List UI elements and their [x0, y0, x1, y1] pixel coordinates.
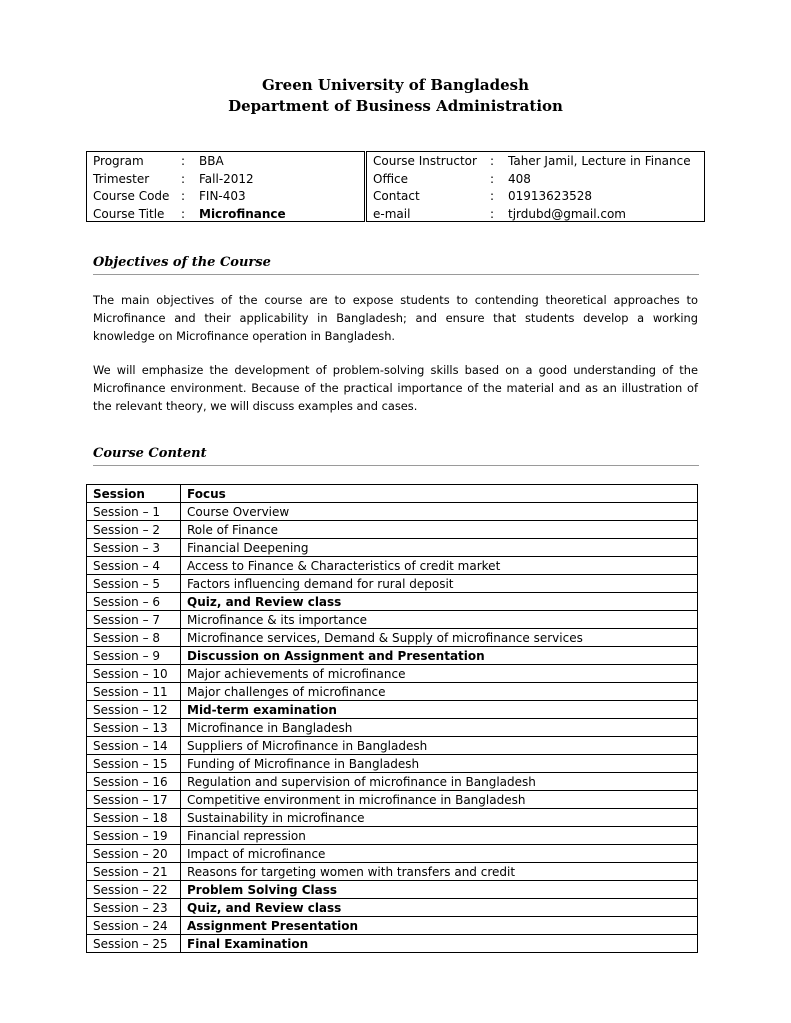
session-cell: Session – 8 — [87, 629, 181, 647]
table-row — [87, 683, 698, 701]
session-column-header: Session — [87, 485, 181, 503]
focus-cell: Role of Finance — [181, 521, 698, 539]
table-row — [87, 539, 698, 557]
instructor-label: Course Instructor — [373, 154, 477, 168]
focus-cell: Assignment Presentation — [181, 917, 698, 935]
session-cell: Session – 3 — [87, 539, 181, 557]
instructor-value: Taher Jamil, Lecture in Finance — [508, 154, 691, 168]
instructor-row: Course Instructor : Taher Jamil, Lecture in Finance — [373, 153, 698, 171]
contact-value: 01913623528 — [508, 189, 592, 203]
table-row — [87, 647, 698, 665]
focus-cell: Major challenges of microfinance — [181, 683, 698, 701]
program-value: BBA — [199, 154, 224, 168]
office-value: 408 — [508, 171, 531, 186]
contact-label: Contact — [373, 189, 420, 203]
table-row — [87, 701, 698, 719]
program-row: Program : BBA — [93, 153, 358, 171]
session-cell: Session – 1 — [87, 503, 181, 521]
session-cell: Session – 6 — [87, 593, 181, 611]
table-row — [87, 881, 698, 899]
focus-cell: Microfinance services, Demand & Supply of microfinance services — [181, 629, 698, 647]
session-cell: Session – 13 — [87, 719, 181, 737]
program-label: Program — [93, 154, 144, 168]
university-title: Green University of Bangladesh — [261, 76, 530, 94]
focus-cell: Suppliers of Microfinance in Bangladesh — [181, 737, 698, 755]
table-row — [87, 737, 698, 755]
focus-cell: Regulation and supervision of microfinance in Bangladesh — [181, 773, 698, 791]
focus-cell: Microfinance & its importance — [181, 611, 698, 629]
session-cell: Session – 10 — [87, 665, 181, 683]
session-cell: Session – 20 — [87, 845, 181, 863]
session-cell: Session – 4 — [87, 557, 181, 575]
email-row: e-mail : tjrdubd@gmail.com — [373, 206, 698, 224]
table-row — [87, 503, 698, 521]
course-code-value: FIN-403 — [199, 189, 246, 203]
table-row — [87, 719, 698, 737]
focus-cell: Final Examination — [181, 935, 698, 953]
office-row: Office : 408 — [373, 171, 698, 189]
session-cell: Session – 17 — [87, 791, 181, 809]
trimester-value: Fall-2012 — [199, 171, 254, 186]
table-row — [87, 575, 698, 593]
session-cell: Session – 15 — [87, 755, 181, 773]
course-title-row: Course Title : Microfinance — [93, 206, 358, 224]
session-cell: Session – 9 — [87, 647, 181, 665]
session-cell: Session – 12 — [87, 701, 181, 719]
table-row — [87, 845, 698, 863]
focus-cell: Impact of microfinance — [181, 845, 698, 863]
focus-cell: Access to Finance & Characteristics of credit market — [181, 557, 698, 575]
table-row — [87, 755, 698, 773]
session-cell: Session – 7 — [87, 611, 181, 629]
table-row — [87, 791, 698, 809]
objectives-paragraph-1: The main objectives of the course are to expose students to contending theoretical approaches to Microfinance and their applicability in Bangladesh; and ensure that students develop a working knowledge on Microfinance operation in Bangladesh. — [93, 293, 698, 343]
contact-row: Contact : 01913623528 — [373, 188, 698, 206]
focus-cell: Quiz, and Review class — [181, 899, 698, 917]
session-cell: Session – 24 — [87, 917, 181, 935]
objectives-paragraph-2: We will emphasize the development of problem-solving skills based on a good understanding of the Microfinance environment. Because of the practical importance of the material and as an illustration of the relevant theory, we will discuss examples and cases. — [93, 363, 698, 413]
trimester-row: Trimester : Fall-2012 — [93, 171, 358, 189]
focus-cell: Reasons for targeting women with transfers and credit — [181, 863, 698, 881]
course-code-label: Course Code — [93, 189, 170, 203]
focus-cell: Course Overview — [181, 503, 698, 521]
focus-cell: Microfinance in Bangladesh — [181, 719, 698, 737]
session-cell: Session – 14 — [87, 737, 181, 755]
course-title-value: Microfinance — [199, 206, 286, 221]
session-cell: Session – 25 — [87, 935, 181, 953]
focus-column-header: Focus — [181, 485, 698, 503]
session-cell: Session – 21 — [87, 863, 181, 881]
department-title: Department of Business Administration — [228, 97, 563, 115]
table-row — [87, 935, 698, 953]
course-code-row: Course Code : FIN-403 — [93, 188, 358, 206]
table-header-row — [87, 485, 698, 503]
table-row — [87, 521, 698, 539]
course-info-box — [86, 151, 365, 222]
table-row — [87, 593, 698, 611]
focus-cell: Quiz, and Review class — [181, 593, 698, 611]
focus-cell: Problem Solving Class — [181, 881, 698, 899]
trimester-label: Trimester — [93, 171, 150, 186]
instructor-info-box — [366, 151, 705, 222]
focus-cell: Major achievements of microfinance — [181, 665, 698, 683]
table-row — [87, 899, 698, 917]
session-cell: Session – 22 — [87, 881, 181, 899]
focus-cell: Discussion on Assignment and Presentation — [181, 647, 698, 665]
table-row — [87, 827, 698, 845]
session-cell: Session – 5 — [87, 575, 181, 593]
table-row — [87, 629, 698, 647]
session-cell: Session – 19 — [87, 827, 181, 845]
table-row — [87, 611, 698, 629]
course-content-heading: Course Content — [93, 446, 699, 466]
table-row — [87, 665, 698, 683]
email-value[interactable]: tjrdubd@gmail.com — [508, 206, 626, 221]
email-label: e-mail — [373, 206, 411, 221]
session-cell: Session – 18 — [87, 809, 181, 827]
focus-cell: Competitive environment in microfinance in Bangladesh — [181, 791, 698, 809]
focus-cell: Factors influencing demand for rural deposit — [181, 575, 698, 593]
session-cell: Session – 2 — [87, 521, 181, 539]
focus-cell: Financial Deepening — [181, 539, 698, 557]
table-row — [87, 863, 698, 881]
session-cell: Session – 23 — [87, 899, 181, 917]
table-row — [87, 773, 698, 791]
focus-cell: Mid-term examination — [181, 701, 698, 719]
office-label: Office — [373, 171, 409, 186]
focus-cell: Financial repression — [181, 827, 698, 845]
session-cell: Session – 16 — [87, 773, 181, 791]
session-cell: Session – 11 — [87, 683, 181, 701]
table-row — [87, 809, 698, 827]
focus-cell: Funding of Microfinance in Bangladesh — [181, 755, 698, 773]
course-content-table — [86, 484, 698, 953]
focus-cell: Sustainability in microfinance — [181, 809, 698, 827]
course-title-label: Course Title — [93, 206, 165, 221]
table-row — [87, 557, 698, 575]
objectives-heading: Objectives of the Course — [93, 255, 699, 275]
table-row — [87, 917, 698, 935]
